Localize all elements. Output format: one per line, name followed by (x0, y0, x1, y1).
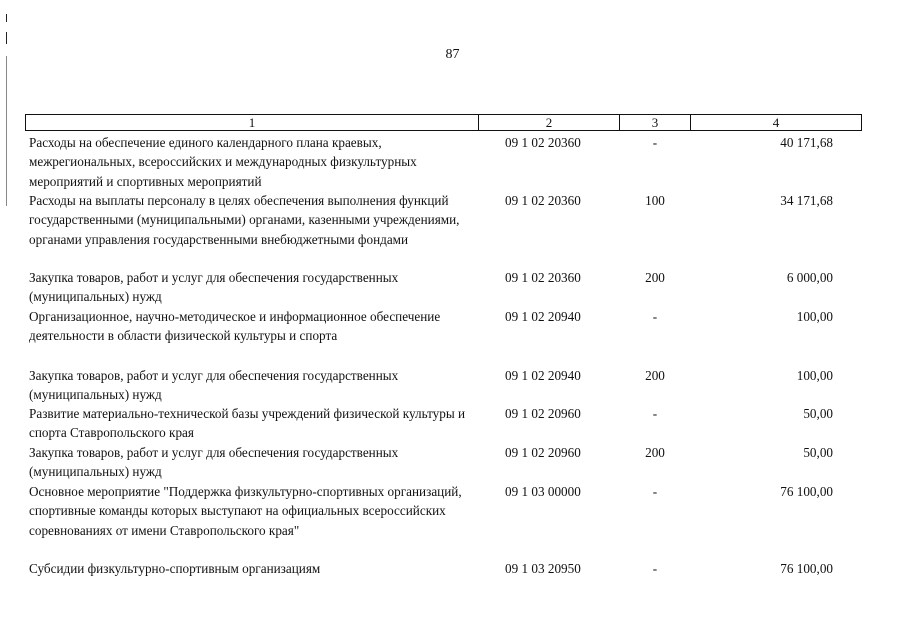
row-expense-type: 200 (645, 270, 665, 285)
row-description: Закупка товаров, работ и услуг для обеспечения государственных (муниципальных) нужд (29, 368, 399, 403)
row-description: Закупка товаров, работ и услуг для обеспечения государственных (муниципальных) нужд (29, 445, 399, 480)
row-description: Субсидии физкультурно-спортивным организациям (29, 561, 321, 576)
row-code: 09 1 02 20960 (505, 445, 581, 460)
header-cell-2: 2 (478, 114, 620, 131)
row-code: 09 1 02 20960 (505, 406, 581, 421)
row-description: Развитие материально-технической базы учреждений физической культуры и спорта Ставропольского края (29, 406, 466, 441)
row-expense-type: 100 (645, 193, 665, 208)
header-cell-1: 1 (25, 114, 479, 131)
row-description: Закупка товаров, работ и услуг для обеспечения государственных (муниципальных) нужд (29, 270, 399, 305)
row-code: 09 1 03 20950 (505, 561, 581, 576)
row-expense-type: 200 (645, 445, 665, 460)
row-expense-type: 200 (645, 368, 665, 383)
row-amount: 76 100,00 (780, 484, 833, 499)
scan-edge-mark (6, 14, 7, 22)
row-code: 09 1 02 20940 (505, 368, 581, 383)
row-amount: 100,00 (796, 309, 833, 324)
row-code: 09 1 02 20940 (505, 309, 581, 324)
row-expense-type: - (652, 561, 658, 576)
row-description: Основное мероприятие "Поддержка физкультурно-спортивных организаций, спортивные команды которых выступают на официальных всероссийских соревнованиях от имени Ставропольского края" (29, 484, 462, 538)
scan-edge-mark (6, 32, 7, 44)
row-description: Организационное, научно-методическое и информационное обеспечение деятельности в области физической культуры и спорта (29, 309, 441, 344)
row-expense-type: - (652, 309, 658, 324)
row-amount: 100,00 (796, 368, 833, 383)
row-amount: 6 000,00 (786, 270, 833, 285)
row-description: Расходы на обеспечение единого календарного плана краевых, межрегиональных, всероссийских и международных физкультурных мероприятий и спортивных мероприятий (29, 135, 417, 189)
row-expense-type: - (652, 406, 658, 421)
row-code: 09 1 02 20360 (505, 193, 581, 208)
row-amount: 40 171,68 (780, 135, 833, 150)
row-amount: 76 100,00 (780, 561, 833, 576)
row-expense-type: - (652, 484, 658, 499)
header-cell-4: 4 (690, 114, 862, 131)
row-description: Расходы на выплаты персоналу в целях обеспечения выполнения функций государственными (муниципальными) органами, казенными учреждениями, органами управления государственными внебюджетными фондами (29, 193, 460, 247)
row-amount: 50,00 (803, 445, 833, 460)
row-code: 09 1 03 00000 (505, 484, 581, 499)
page-number: 87 (445, 47, 460, 62)
row-expense-type: - (652, 135, 658, 150)
row-code: 09 1 02 20360 (505, 135, 581, 150)
row-code: 09 1 02 20360 (505, 270, 581, 285)
scan-edge-mark (6, 56, 7, 206)
header-cell-3: 3 (619, 114, 691, 131)
row-amount: 50,00 (803, 406, 833, 421)
row-amount: 34 171,68 (780, 193, 833, 208)
